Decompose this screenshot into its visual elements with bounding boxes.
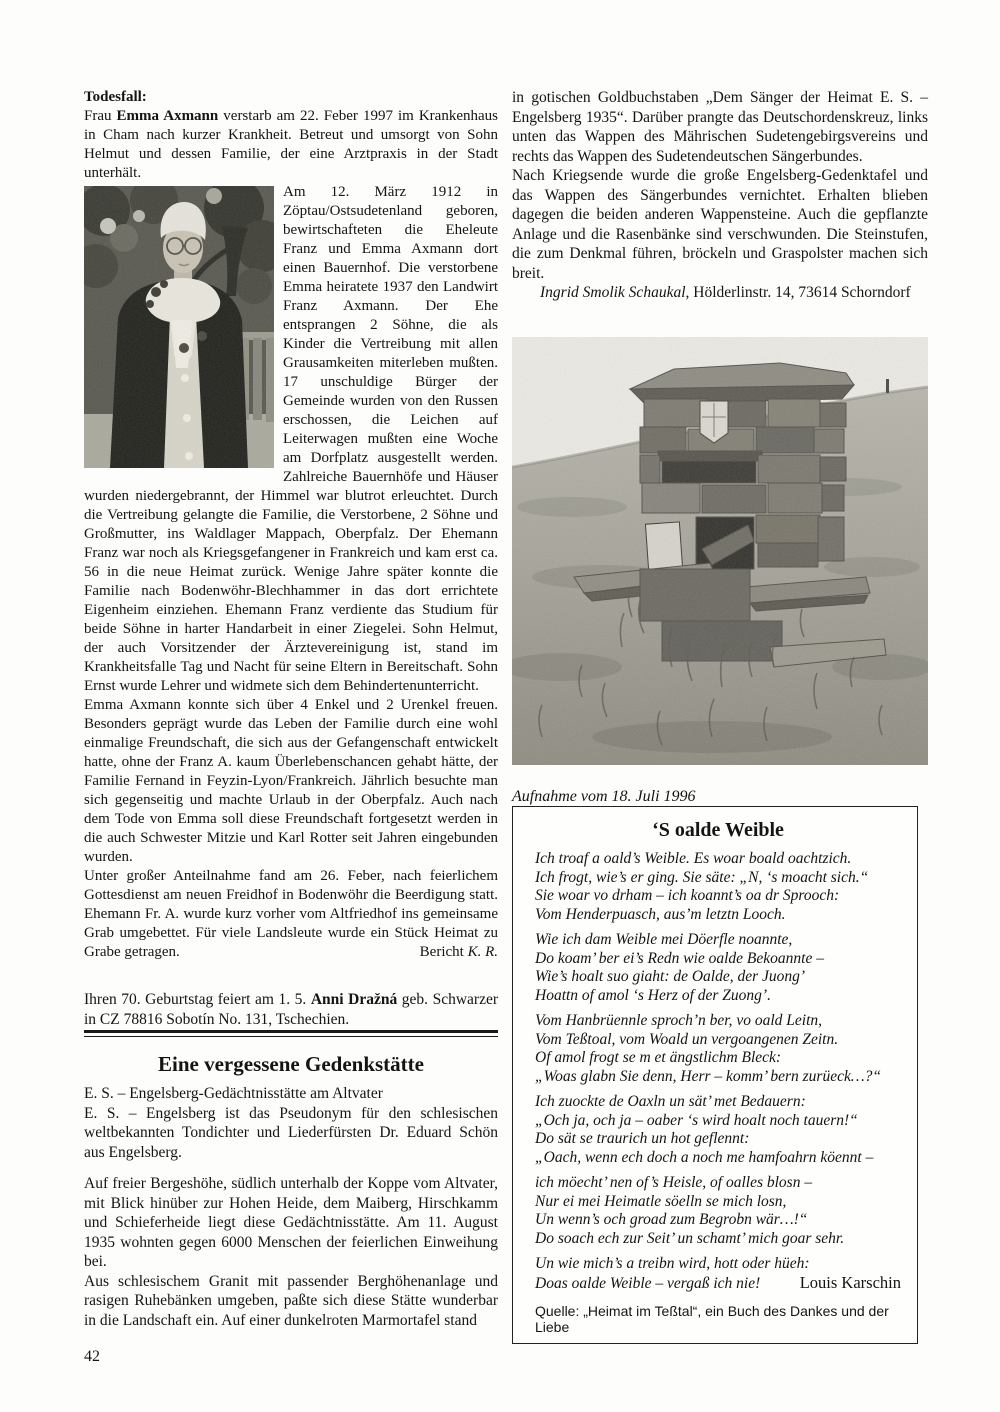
paragraph-gap bbox=[84, 1162, 498, 1174]
deceased-name: Emma Axmann bbox=[116, 108, 219, 124]
obituary-intro: Frau Emma Axmann verstarb am 22. Feber 1997 im Krankenhaus in Cham nach kurzer Krankheit. Betreut und umsorgt von Sohn Helmut und dessen Familie, der eine Arztpraxis in der Stadt unterhält. bbox=[84, 108, 498, 181]
poem-stanza bbox=[535, 1012, 901, 1086]
memorial-line2: E. S. – Engelsberg ist das Pseudonym für den schlesischen weltbekannten Tondichter und Liederfürsten Dr. Eduard Schön aus Engelsberg. bbox=[84, 1104, 498, 1161]
poem-author: Louis Karschin bbox=[799, 1272, 901, 1292]
poem-line: Wie ich dam Weible mei Döerfle noannte, bbox=[535, 931, 793, 948]
poem-line: „Och ja, och ja – oaber ‘s wird hoalt noch tauern!“ bbox=[535, 1111, 858, 1129]
section-divider-rule bbox=[84, 1030, 498, 1037]
memorial-article-continued bbox=[512, 88, 928, 303]
poem-line: Sie woar vo drham – ich koannt’s oa dr Sprooch: bbox=[535, 887, 840, 904]
poem-line: Do soach ech zur Seit’ un schamt’ mich goar sehr. bbox=[535, 1229, 845, 1247]
memorial-cont-paragraph-2: Nach Kriegsende wurde die große Engelsberg-Gedenktafel und das Wappen des Sängerbundes vernichtet. Erhalten blieben dagegen die beiden anderen Wappensteine. Auch die gepflanzte Anlage und die Rasenbänke sind verschwunden. Die Steinstufen, die zum Denkmal führen, bröckeln und Graspolster machen sich breit. bbox=[512, 167, 928, 282]
page-number: 42 bbox=[84, 1348, 100, 1365]
portrait-photo bbox=[84, 186, 274, 468]
poem-stanza bbox=[535, 931, 901, 1005]
poem-line: Vom Hanbrüennle sproch’n ber, vo oald Leitn, bbox=[535, 1012, 823, 1029]
poem-stanza bbox=[535, 850, 901, 924]
poem-line: Do koam’ ber ei’s Redn wie oalde Bekoannte – bbox=[535, 949, 824, 967]
birthday-name: Anni Dražná bbox=[310, 990, 398, 1008]
memorial-line1: E. S. – Engelsberg-Gedächtnisstätte am Altvater bbox=[84, 1085, 383, 1102]
memorial-heading: Eine vergessene Gedenkstätte bbox=[158, 1052, 424, 1076]
monument-photo bbox=[512, 337, 928, 765]
poem-line: Doas oalde Weible – vergaß ich nie! Louis Karschin bbox=[535, 1272, 901, 1292]
poem-line: Wie’s hoalt suo giaht: de Oalde, der Juong’ bbox=[535, 968, 806, 985]
obituary-heading: Todesfall: bbox=[84, 89, 147, 105]
obituary-family: Emma Axmann konnte sich über 4 Enkel und 2 Urenkel freuen. Besonders geprägt wurde das Leben der Familie durch eine wohl einmalige Freundschaft, die sich aus der Gefangenschaft entwickelt hatte, ohne der Franz A. kaum Überlebenschancen gehabt hätte, der Familie Fernand in Feyzin-Lyon/Frankreich. Jährlich besuchte man sich gegenseitig und machte Urlaub in der Oberpfalz. Auch nach dem Tode von Emma soll diese Freundschaft fortgesetzt werden in die auch Schwester Mitzie und Karl Rotter seit Jahren eingebunden wurden. bbox=[84, 697, 498, 865]
memorial-paragraph-2: Aus schlesischem Granit mit passender Berghöhenanlage und rasigen Ruhebänken umgeben, paßte sich diese Stätte wunderbar in die Landschaft ein. Auf einer dunkelroten Marmortafel stand bbox=[84, 1272, 498, 1329]
poem-line: Of amol frogt se m et ängstlichm Bleck: bbox=[535, 1049, 782, 1066]
poem-line: Vom Teßtoal, vom Woald un vergoangenen Zeitn. bbox=[535, 1030, 839, 1048]
poem-stanza bbox=[535, 1174, 901, 1248]
photo-caption: Aufnahme vom 18. Juli 1996 bbox=[512, 788, 696, 805]
poem-line: Un wie mich’s a treibn wird, hott oder hüeh: bbox=[535, 1255, 810, 1272]
monument-photo-image bbox=[512, 337, 928, 765]
obituary-article bbox=[84, 88, 498, 962]
poem-line: Ich zuockte de Oaxln un sät’ met Bedauern: bbox=[535, 1093, 806, 1110]
poem-line: Do sät se traurich un hot geflennt: bbox=[535, 1130, 750, 1147]
report-byline: Bericht K. R. bbox=[419, 944, 498, 960]
poem-title: ‘S oalde Weible bbox=[652, 819, 784, 841]
memorial-cont-paragraph-1: in gotischen Goldbuchstaben „Dem Sänger der Heimat E. S. – Engelsberg 1935“. Darüber prangte das Deutschordenskreuz, links unten das Wappen des Mährischen Sudetengebirgsvereins und rechts das Wappen des Sudetendeutschen Sängerbundes. bbox=[512, 89, 928, 165]
memorial-article bbox=[84, 1052, 498, 1330]
article-author-line: Ingrid Smolik Schaukal, Hölderlinstr. 14, 73614 Schorndorf bbox=[540, 284, 911, 301]
byline-initials: K. R. bbox=[467, 944, 498, 960]
poem-line: Ich frogt, wie’s er ging. Sie säte: „N, ‘s moacht sich.“ bbox=[535, 868, 869, 886]
poem-line: Ich troaf a oald’s Weible. Es woar boald oachtzich. bbox=[535, 850, 852, 867]
obituary-body: Am 12. März 1912 in Zöptau/Ostsudetenland geboren, bewirtschafteten die Eheleute Franz und Emma Axmann dort einen Bauernhof. Die verstorbene Emma heiratete 1937 den Landwirt Franz Axmann. Der Ehe entsprangen 2 Söhne, die als Kinder die Vertreibung mit allen Grausamkeiten miterleben mußten. 17 unschuldige Bürger der Gemeinde wurden von den Russen erschossen, die Leichen auf Leiterwagen mußten eine Woche am Dorfplatz ausgestellt werden. Zahlreiche Bauernhöfe und Häuser wurden niedergebrannt, der Himmel war blutrot erleuchtet. Durch die Vertreibung gelangte die Familie, die Verstorbene, 2 Söhne und Großmutter, ins Waldlager Mappach, Oberpfalz. Der Ehemann Franz war noch als Kriegsgefangener in Frankreich und kam erst ca. 56 in die neue Heimat zurück. Wenige Jahre später konnte die Familie nach Bodenwöhr-Blechhammer in das dort errichtete Eigenheim einziehen. Ehemann Franz verdiente das Studium für beide Söhne in harter Handarbeit in einer Ziegelei. Sohn Helmut, der auch Vorsitzender der Ärztevereinigung ist, stand im Krankheitsfalle Tag und Nacht für seine Eltern in Bereitschaft. Sohn Ernst wurde Lehrer und widmete sich dem Behindertenunterricht. bbox=[84, 183, 498, 696]
poem-line: „Oach, wenn ech doch a noch me hamfoahrn köennt – bbox=[535, 1148, 874, 1166]
poem-line: Nur ei mei Heimatle söelln se mich losn, bbox=[535, 1192, 787, 1210]
poem-stanza bbox=[535, 1255, 901, 1293]
poem-box bbox=[512, 806, 918, 1344]
memorial-paragraph-1: Auf freier Bergeshöhe, südlich unterhalb der Koppe vom Altvater, mit Blick hinüber zur Hohen Heide, dem Maiberg, Hirschkamm und Schieferheide liegt diese Gedächtnisstätte. Am 11. August 1935 wohnten gegen 6000 Menschen der feierlichen Einweihung bei. bbox=[84, 1175, 498, 1270]
poem-line: „Woas glabn Sie denn, Herr – komm’ bern zurüeck…?“ bbox=[535, 1067, 882, 1085]
birthday-notice: Ihren 70. Geburtstag feiert am 1. 5. Anni Dražná geb. Schwarzer in CZ 78816 Sobotín No. 131, Tschechien. bbox=[84, 990, 498, 1028]
portrait-photo-image bbox=[84, 186, 274, 468]
poem-line: ich möecht’ nen of’s Heisle, of oalles blosn – bbox=[535, 1174, 813, 1191]
obituary-funeral: Unter großer Anteilnahme fand am 26. Feber, nach feierlichem Gottesdienst am neuen Freidhof in Bodenwöhr die Beerdigung statt. Ehemann Fr. A. wurde kurz vorher vom Altfriedhof ins gemeinsame Grab umgebettet. Für viele Landsleute wurde ein Stück Heimat zu Grabe getragen. Bericht K. R. bbox=[84, 868, 498, 960]
poem-line: Vom Henderpuasch, aus’m letztn Looch. bbox=[535, 905, 786, 923]
poem-line: Hoattn of amol ‘s Herz of der Zuong’. bbox=[535, 986, 771, 1004]
poem-source: Quelle: „Heimat im Teßtal“, ein Buch des Dankes und der Liebe bbox=[535, 1303, 889, 1335]
poem-stanza bbox=[535, 1093, 901, 1167]
article-author-name: Ingrid Smolik Schaukal bbox=[540, 284, 686, 301]
poem-line: Un wenn’s och groad zum Begrobn wär…!“ bbox=[535, 1211, 808, 1228]
